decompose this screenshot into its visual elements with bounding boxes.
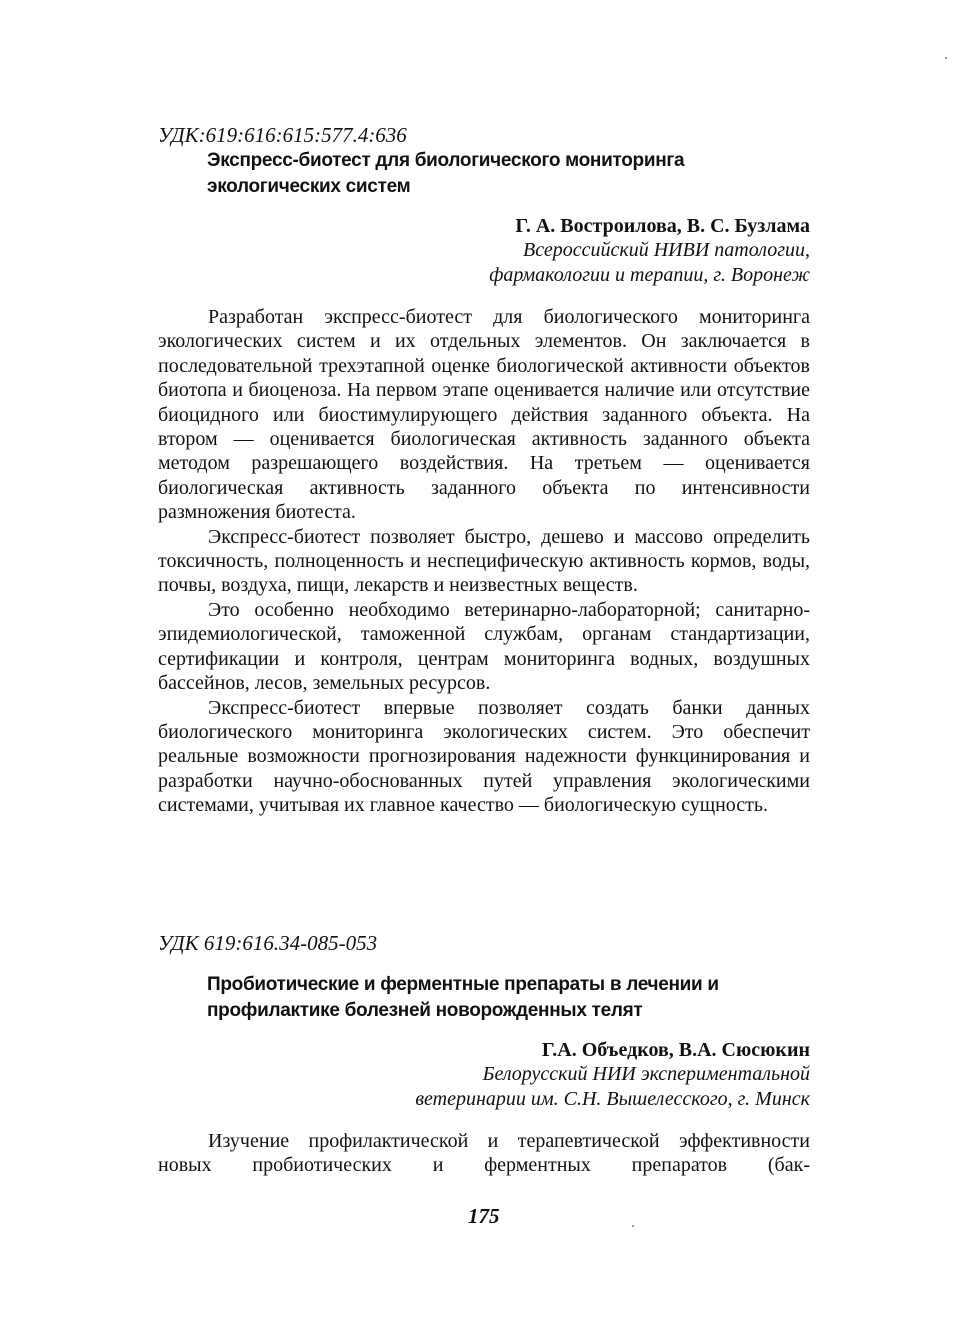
- article-1-paragraph: Экспресс-биотест впервые позволяет создать банки данных биологического мониторинга экологических систем. Это обеспечит реальные возможности прогнозирования надежности функцинирования и разработки научно-обоснованных путей управления экологическими системами, учитывая их главное качество — биологическую сущность.: [158, 696, 810, 817]
- article-2-title: [207, 972, 719, 1024]
- article-2-paragraph: Изучение профилактической и терапевтической эффективности новых пробиотических и ферментных препаратов (бак-: [158, 1130, 810, 1177]
- scan-speck: [632, 1225, 634, 1227]
- article-1-affiliation: [489, 238, 810, 288]
- article-2-affiliation-line: ветеринарии им. С.Н. Вышелесского, г. Минск: [415, 1088, 810, 1110]
- article-2-authors: Г.А. Объедков, В.А. Сюсюкин: [541, 1039, 810, 1061]
- article-2-title-line: Пробиотические и ферментные препараты в лечении и: [207, 974, 719, 995]
- article-1-title-line: экологических систем: [207, 176, 411, 197]
- article-1-title: [207, 148, 684, 200]
- udk-code-article-2: УДК 619:616.34-085-053: [158, 931, 378, 955]
- article-1-paragraph: Разработан экспресс-биотест для биологического мониторинга экологических систем и их отдельных элементов. Он заключается в последовательной трехэтапной оценке биологической активности объектов биотопа и биоценоза. На первом этапе оценивается наличие или отсутствие биоцидного или биостимулирующего действия заданного объекта. На втором — оценивается биологическая активность заданного объекта методом разрешающего воздействия. На третьем — оценивается биологическая активность заданного объекта по интенсивности размножения биотеста.: [158, 306, 810, 524]
- article-2-title-line: профилактике болезней новорожденных телят: [207, 1000, 643, 1021]
- article-1-paragraph: Экспресс-биотест позволяет быстро, дешево и массово определить токсичность, полноценность и неспецифическую активность кормов, воды, почвы, воздуха, пищи, лекарств и неизвестных веществ.: [158, 525, 810, 597]
- article-2-affiliation: [415, 1062, 810, 1112]
- article-1-body: [158, 305, 810, 818]
- scan-speck: [945, 57, 947, 59]
- article-1-affiliation-line: Всероссийский НИВИ патологии,: [523, 239, 810, 261]
- article-1-title-line: Экспресс-биотест для биологического мониторинга: [207, 150, 685, 171]
- page-number: 175: [468, 1204, 500, 1228]
- article-1-affiliation-line: фармакологии и терапии, г. Воронеж: [489, 264, 810, 286]
- udk-code-article-1: УДК:619:616:615:577.4:636: [158, 123, 407, 147]
- article-2-affiliation-line: Белорусский НИИ экспериментальной: [482, 1063, 810, 1085]
- article-1-paragraph: Это особенно необходимо ветеринарно-лабораторной; санитарно-эпидемиологической, таможенной службам, органам стандартизации, сертификации и контроля, центрам мониторинга водных, воздушных бассейнов, лесов, земельных ресурсов.: [158, 598, 810, 695]
- article-2-body: [158, 1129, 810, 1178]
- article-1-authors: Г. А. Востроилова, В. С. Бузлама: [515, 215, 810, 237]
